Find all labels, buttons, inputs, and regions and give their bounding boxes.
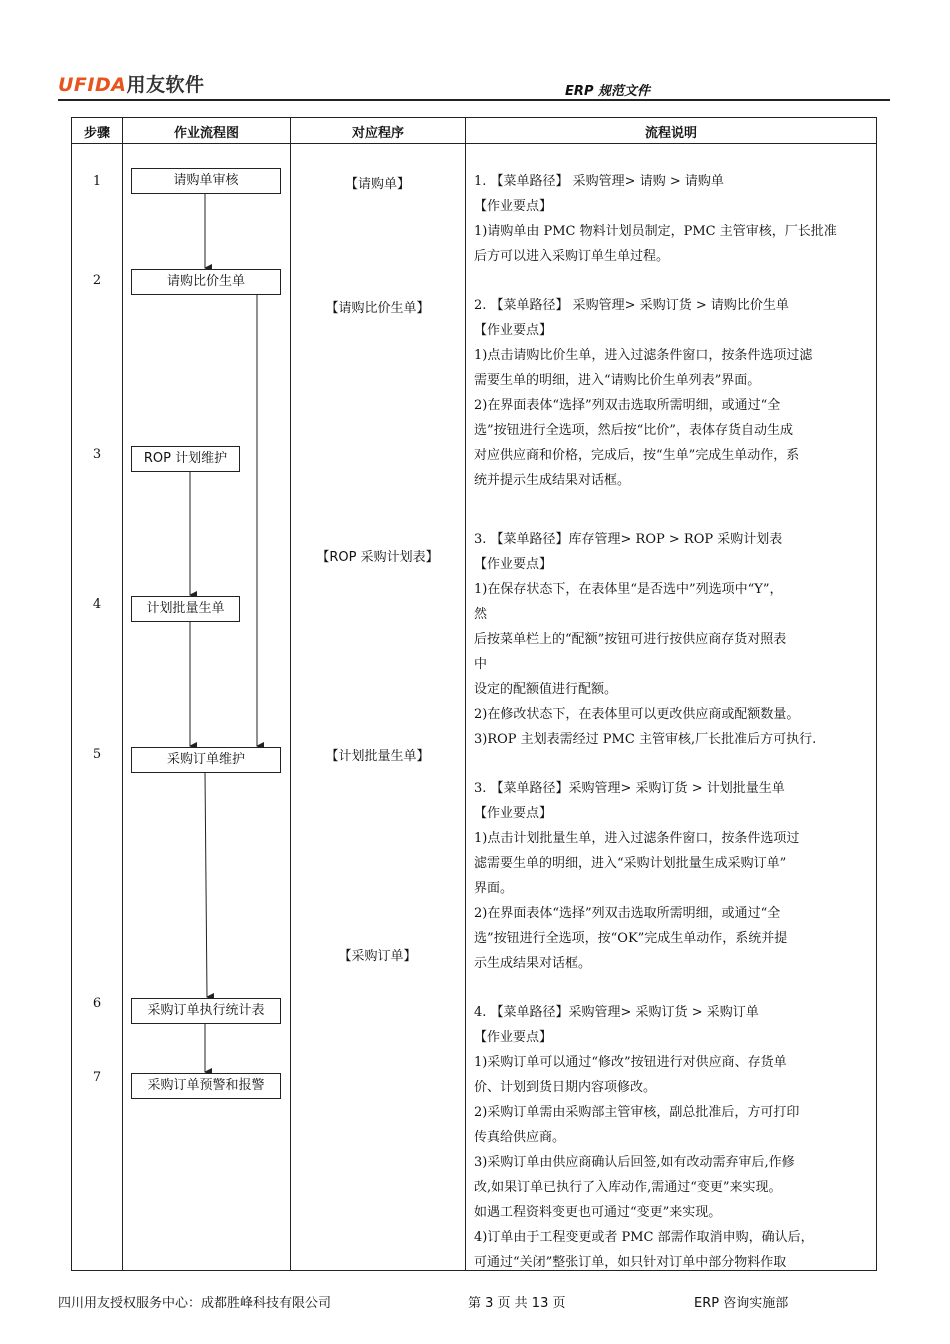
desc-line: 2)在界面表体“选择”列双击选取所需明细，或通过“全 <box>474 398 781 413</box>
desc-line: 滤需要生单的明细，进入“采购计划批量生成采购订单” <box>474 856 787 871</box>
desc-line: 1)在保存状态下，在表体里“是否选中”列选项中“Y”， <box>474 582 783 597</box>
desc-line: 中 <box>474 657 488 672</box>
desc-line: 2)在界面表体“选择”列双击选取所需明细，或通过“全 <box>474 906 781 921</box>
th-step: 步骤 <box>83 126 110 141</box>
desc-line: 设定的配额值进行配额。 <box>474 682 618 697</box>
desc-line: 3. 【菜单路径】采购管理> 采购订货 > 计划批量生单 <box>474 781 785 796</box>
footer-dept: ERP 咨询实施部 <box>694 1296 789 1311</box>
desc-line: 1)采购订单可以通过“修改”按钮进行对供应商、存货单 <box>474 1055 787 1070</box>
step-number: 3 <box>92 447 102 462</box>
flow-box-rop-plan: ROP 计划维护 <box>131 446 240 472</box>
desc-line: 统并提示生成结果对话框。 <box>474 473 631 488</box>
flow-box-po-maintain: 采购订单维护 <box>131 747 281 773</box>
program-price-compare: 【请购比价生单】 <box>325 301 430 316</box>
desc-line: 界面。 <box>474 881 514 896</box>
desc-line: 如遇工程资料变更也可通过“变更”来实现。 <box>474 1205 722 1220</box>
description-block <box>474 293 874 493</box>
desc-line: 【作业要点】 <box>474 199 553 214</box>
desc-line: 对应供应商和价格，完成后，按“生单”完成生单动作，系 <box>474 448 800 463</box>
program-purchase-order: 【采购订单】 <box>338 949 417 964</box>
desc-line: 【作业要点】 <box>474 557 553 572</box>
flow-box-batch-generate: 计划批量生单 <box>131 596 240 622</box>
step-number: 1 <box>92 174 102 189</box>
desc-line: 2)在修改状态下，在表体里可以更改供应商或配额数量。 <box>474 707 800 722</box>
description-block <box>474 169 874 269</box>
desc-line: 1)点击请购比价生单，进入过滤条件窗口，按条件选项过滤 <box>474 348 813 363</box>
desc-line: 1)请购单由 PMC 物料计划员制定，PMC 主管审核，厂长批准 <box>474 224 837 239</box>
desc-line: 4)订单由于工程变更或者 PMC 部需作取消申购，确认后， <box>474 1230 814 1245</box>
flow-box-po-alert: 采购订单预警和报警 <box>131 1073 281 1099</box>
description-block <box>474 527 874 752</box>
desc-line: 3. 【菜单路径】库存管理> ROP > ROP 采购计划表 <box>474 532 783 547</box>
desc-line: 2. 【菜单路径】 采购管理> 采购订货 > 请购比价生单 <box>474 298 789 313</box>
step-number: 2 <box>92 273 102 288</box>
desc-line: 选”按钮进行全选项，然后按“比价”，表体存货自动生成 <box>474 423 793 438</box>
footer-page: 第 3 页 共 13 页 <box>468 1296 566 1311</box>
flow-box-price-compare: 请购比价生单 <box>131 269 281 295</box>
desc-line: 传真给供应商。 <box>474 1130 566 1145</box>
desc-line: 【作业要点】 <box>474 1030 553 1045</box>
desc-line: 1. 【菜单路径】 采购管理> 请购 > 请购单 <box>474 174 724 189</box>
arrow <box>205 772 207 997</box>
program-rop-plan: 【ROP 采购计划表】 <box>316 550 439 565</box>
doc-title: ERP 规范文件 <box>565 84 650 99</box>
program-batch-generate: 【计划批量生单】 <box>325 749 430 764</box>
th-flowchart: 作业流程图 <box>173 126 239 141</box>
desc-line: 后按菜单栏上的“配额”按钮可进行按供应商存货对照表 <box>474 632 787 647</box>
description-block <box>474 1000 874 1275</box>
th-description: 流程说明 <box>644 126 697 141</box>
step-number: 4 <box>92 597 102 612</box>
logo-cn: 用友软件 <box>126 74 205 96</box>
desc-line: 3)采购订单由供应商确认后回签,如有改动需弃审后,作修 <box>474 1155 795 1170</box>
desc-line: 3)ROP 主划表需经过 PMC 主管审核,厂长批准后方可执行. <box>474 732 817 747</box>
desc-line: 4. 【菜单路径】采购管理> 采购订货 > 采购订单 <box>474 1005 759 1020</box>
desc-line: 2)采购订单需由采购部主管审核，副总批准后，方可打印 <box>474 1105 800 1120</box>
program-requisition: 【请购单】 <box>344 177 410 192</box>
footer-company: 四川用友授权服务中心：成都胜峰科技有限公司 <box>58 1296 332 1311</box>
desc-line: 示生成结果对话框。 <box>474 956 592 971</box>
desc-line: 【作业要点】 <box>474 323 553 338</box>
desc-line: 价、计划到货日期内容项修改。 <box>474 1080 657 1095</box>
desc-line: 1)点击计划批量生单，进入过滤条件窗口，按条件选项过 <box>474 831 800 846</box>
desc-line: 改,如果订单已执行了入库动作,需通过“变更”来实现。 <box>474 1180 782 1195</box>
desc-line: 选”按钮进行全选项，按“OK”完成生单动作，系统并提 <box>474 931 788 946</box>
desc-line: 然 <box>474 607 488 622</box>
description-block <box>474 776 874 976</box>
step-number: 6 <box>92 996 102 1011</box>
step-number: 5 <box>92 747 102 762</box>
flow-box-requisition-approval: 请购单审核 <box>131 168 281 194</box>
desc-line: 后方可以进入采购订单生单过程。 <box>474 249 670 264</box>
desc-line: 可通过“关闭”整张订单，如只针对订单中部分物料作取 <box>474 1255 787 1270</box>
flow-box-po-statistics: 采购订单执行统计表 <box>131 998 281 1024</box>
logo-brand: UFIDA <box>58 74 127 96</box>
step-number: 7 <box>92 1070 102 1085</box>
desc-line: 需要生单的明细，进入“请购比价生单列表”界面。 <box>474 373 761 388</box>
th-program: 对应程序 <box>351 126 404 141</box>
desc-line: 【作业要点】 <box>474 806 553 821</box>
